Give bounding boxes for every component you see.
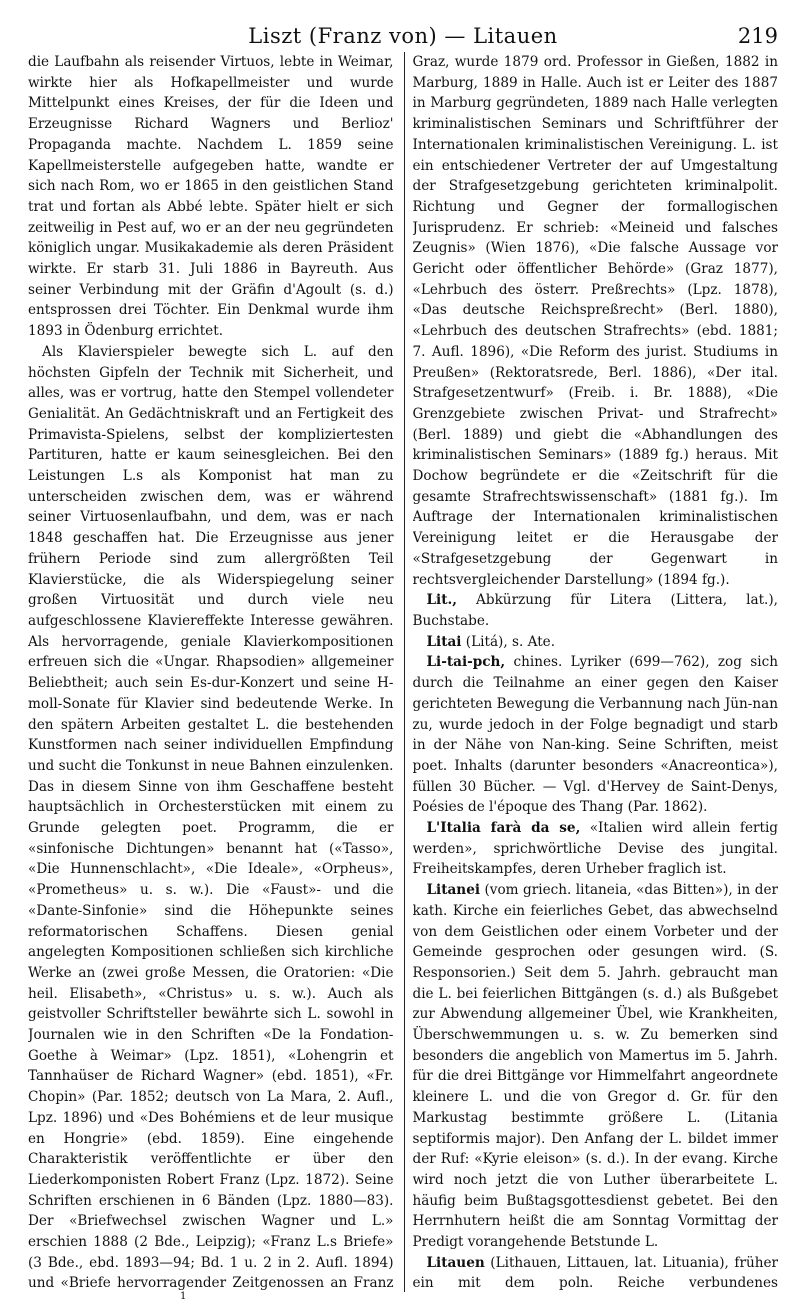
headword: Litai bbox=[426, 633, 462, 650]
right-column bbox=[413, 52, 779, 1292]
entry-lit bbox=[413, 590, 779, 631]
paragraph: Als Klavierspieler bewegte sich L. auf den höchsten Gipfeln der Technik mit Sicherheit, und alles, was er vortrug, hatte den Stempel vollendeter Genialität. An Gedächtniskraft und an Fertigkeit des Primavista-Spielens, selbst der kompliziertesten Partituren, hatte er kaum seinesgleichen. Bei den Leistungen L.s als Komponist hat man zu unterscheiden zwischen dem, was er während seiner Virtuosenlaufbahn, und dem, was er nach 1848 geschaffen hat. Die Erzeugnisse aus jener frühern Periode sind zum allergrößten Teil Klavierstücke, die als Widerspiegelung seiner großen Virtuosität und durch viele neu aufgeschlossene Klaviereffekte Interesse gewähren. Als hervorragende, geniale Klavierkompositionen erfreuen sich die «Ungar. Rhapsodien» allgemeiner Beliebtheit; auch sein Es-dur-Konzert und seine H-moll-Sonate für Klavier sind bedeutende Werke. In den spätern Arbeiten gestaltet L. die bestehenden Kunstformen nach seiner individuellen Empfindung und sucht die Tonkunst in neue Bahnen einzulenken. Das in diesem Sinne von ihm Geschaffene besteht hauptsächlich in Orchesterstücken mit einem zu Grunde gelegten poet. Programm, die er «sinfonische Dichtungen» benannt hat («Tasso», «Die Hunnenschlacht», «Die Ideale», «Orpheus», «Prometheus» u. s. w.). Die «Faust»- und die «Dante-Sinfonie» sind die Höhepunkte seines reformatorischen Schaffens. Diesen genial angelegten Kompositionen schließen sich kirchliche Werke an (zwei große Messen, die Oratorien: «Die heil. Elisabeth», «Christus» u. s. w.). Auch als geistvoller Schriftsteller bewährte sich L. sowohl in Journalen wie in den Schriften «De la Fondation-Goethe à Weimar» (Lpz. 1851), «Lohengrin et Tannhaüser de Richard Wagner» (ebd. 1851), «Fr. Chopin» (Par. 1852; deutsch von La Mara, 2. Aufl., Lpz. 1896) und «Des Bohémiens et de leur musique en Hongrie» (ebd. 1859). Eine eingehende Charakteristik veröffentlichte er über den Liederkomponisten Robert Franz (Lpz. 1872). Seine Schriften erschienen in 6 Bänden (Lpz. 1880—83). Der «Briefwechsel zwischen Wagner und L.» erschien 1888 (2 Bde., Leipzig); «Franz L.s Briefe» (3 Bde., ebd. 1893—94; Bd. 1 u. 2 in 2. Aufl. 1894) und «Briefe hervorragender Zeitgenossen an Franz bbox=[28, 343, 394, 1292]
entry-litanei bbox=[413, 880, 779, 1253]
entry-text: Abkürzung für Litera (Littera, lat.), Buchstabe. bbox=[412, 592, 778, 629]
headword: L'Italia farà da se, bbox=[426, 820, 581, 837]
paragraph: die Laufbahn als reisender Virtuos, lebte in Weimar, wirkte hier als Hofkapellmeister und wurde Mittelpunkt eines Kreises, der für die Ideen und Erzeugnisse Richard Wagners und Berlioz' Propaganda machte. Nachdem L. 1859 seine Kapellmeisterstelle aufgegeben hatte, wandte er sich nach Rom, wo er 1865 in den geistlichen Stand trat und fortan als Abbé lebte. Später hielt er sich zeitweilig in Pest auf, wo er an der neu gegründeten königlich ungar. Musikakademie als deren Präsident wirkte. Er starb 31. Juli 1886 in Bayreuth. Aus seiner Verbindung mit der Gräfin d'Agoult (s. d.) entsprossen drei Töchter. Ein Denkmal wurde ihm 1893 in Ödenburg errichtet. bbox=[28, 54, 394, 340]
paragraph: Graz, wurde 1879 ord. Professor in Gießen, 1882 in Marburg, 1889 in Halle. Auch ist er Leiter des 1887 in Marburg gegründeten, 1889 nach Halle verlegten kriminalistischen Seminars und Schriftführer der Internationalen kriminalistischen Vereinigung. L. ist ein entschiedener Vertreter der auf Umgestaltung der Strafgesetzgebung gerichteten kriminalpolit. Richtung und Gegner der formallogischen Jurisprudenz. Er schrieb: «Meineid und falsches Zeugnis» (Wien 1876), «Die falsche Aussage vor Gericht oder öffentlicher Behörde» (Graz 1877), «Lehrbuch des österr. Preßrechts» (Lpz. 1878), «Das deutsche Reichspreßrecht» (Berl. 1880), «Lehrbuch des deutschen Strafrechts» (ebd. 1881; 7. Aufl. 1896), «Die Reform des jurist. Studiums in Preußen» (Rektoratsrede, Berl. 1886), «Der ital. Strafgesetzentwurf» (Freib. i. Br. 1888), «Die Grenzgebiete zwischen Privat- und Strafrecht» (Berl. 1889) und giebt die «Abhandlungen des kriminalistischen Seminars» (1889 fg.) heraus. Mit Dochow begründete er die «Zeitschrift für die gesamte Strafrechtswissenschaft» (1881 fg.). Im Auftrage der Internationalen kriminalistischen Vereinigung leitet er die Herausgabe der «Strafgesetzgebung der Gegenwart in rechtsvergleichender Darstellung» (1894 fg.). bbox=[412, 54, 778, 588]
entry-italia bbox=[413, 818, 779, 880]
entry-text: (Litá), s. Ate. bbox=[461, 633, 556, 650]
footer-mark: 1 bbox=[180, 1291, 187, 1302]
entry-litai bbox=[413, 632, 779, 653]
entry-li-tai-pch bbox=[413, 652, 779, 818]
left-column bbox=[28, 52, 394, 1292]
text-columns bbox=[28, 52, 778, 1292]
headword: Lit., bbox=[426, 592, 457, 609]
entry-litauen bbox=[413, 1253, 779, 1292]
entry-text: chines. Lyriker (699—762), zog sich durch die Teilnahme an einer gegen den Kaiser gerichteten Bewegung die Verbannung nach Jün-nan zu, wurde jedoch in der Folge begnadigt und starb in der Nähe von Nan-king. Seine Schriften, meist poet. Inhalts (darunter besonders «Anacreontica»), füllen 30 Bücher. — Vgl. d'Hervey de Saint-Denys, Poésies de l'époque des Thang (Par. 1862). bbox=[412, 654, 778, 816]
entry-text: (Lithauen, Littauen, lat. Lituania), früher ein mit dem poln. Reiche verbundenes bbox=[412, 1254, 778, 1292]
column-divider bbox=[404, 52, 405, 1292]
page-header bbox=[28, 0, 778, 52]
headword: Litanei bbox=[426, 882, 481, 899]
entry-text: «Italien wird allein fertig werden», sprichwörtliche Devise des jungital. Freiheitskampfes, deren Urheber fraglich ist. bbox=[412, 820, 778, 878]
running-title: Liszt (Franz von) — Litauen bbox=[248, 24, 558, 48]
entry-text: (vom griech. litaneia, «das Bitten»), in der kath. Kirche ein feierliches Gebet, das abwechselnd von dem Geistlichen oder einem Vorbeter und der Gemeinde gesprochen oder gesungen wird. (S. Responsorien.) Seit dem 5. Jahrh. gebraucht man die L. bei feierlichen Bittgängen (s. d.) als Bußgebet zur Abwendung allgemeiner Übel, wie Krankheiten, Überschwemmungen u. s. w. Zu bemerken sind besonders die angeblich von Mamertus im 5. Jahrh. für die drei Bittgänge vor Himmelfahrt angeordnete kleinere L. und die von Gregor d. Gr. für den Markustag bestimmte größere L. (Litania septiformis major). Den Anfang der L. bildet immer der Ruf: «Kyrie eleison» (s. d.). In der evang. Kirche wird noch jetzt die von Luther überarbeitete L. häufig beim Bußtagsgottesdienst gebetet. Bei den Herrnhutern heißt die am Sonntag Vormittag der Predigt vorangehende Betstunde L. bbox=[412, 882, 778, 1251]
headword: Li-tai-pch, bbox=[426, 654, 506, 671]
headword: Litauen bbox=[426, 1254, 485, 1271]
page-number: 219 bbox=[737, 24, 778, 48]
